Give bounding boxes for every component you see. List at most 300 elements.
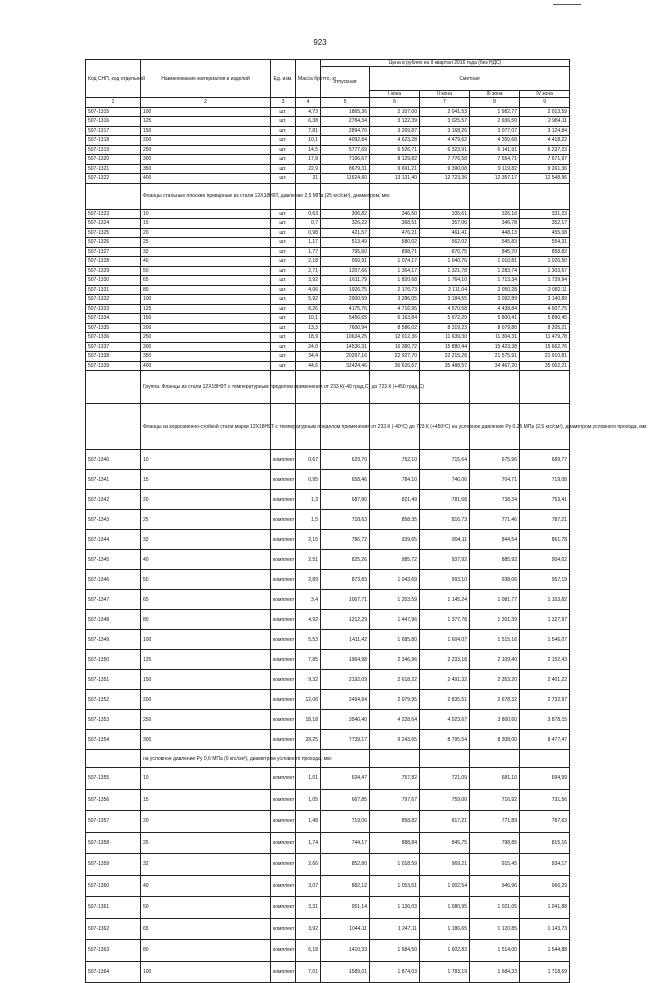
row-price-release: 873,83: [321, 570, 370, 590]
row-price-zone-2: 781,68: [420, 490, 470, 510]
row-price-zone-1: 888,84: [370, 832, 420, 854]
table-row: [86, 247, 570, 257]
row-price-zone-4: 2 082,11: [520, 285, 570, 295]
row-name: 10: [141, 450, 271, 470]
price-table: [85, 59, 648, 983]
row-price-zone-3: 4 438,84: [470, 304, 520, 314]
row-price-zone-2: 721,09: [420, 768, 470, 790]
row-price-release: 1044,11: [321, 918, 370, 940]
table-row: [86, 918, 570, 940]
col-num: 7: [420, 98, 470, 108]
row-price-zone-1: 939,65: [370, 530, 420, 550]
row-price-zone-2: 2 491,32: [420, 670, 470, 690]
row-name: 300: [141, 342, 271, 352]
row-price-zone-2: 2 041,53: [420, 107, 470, 117]
row-price-zone-4: 21 910,81: [520, 352, 570, 362]
row-price-zone-4: 904,02: [520, 550, 570, 570]
row-price-zone-4: 753,41: [520, 490, 570, 510]
row-price-release: 882,12: [321, 875, 370, 897]
row-code: 507-1328: [86, 257, 141, 267]
row-price-release: 7196,67: [321, 155, 370, 165]
row-price-zone-2: 7 776,58: [420, 155, 470, 165]
row-mass: 0,95: [296, 470, 321, 490]
row-mass: 6,18: [296, 940, 321, 962]
col-num: 1: [86, 98, 141, 108]
table-row: [86, 961, 570, 983]
row-price-zone-1: 1 874,03: [370, 961, 420, 983]
row-unit: шт.: [271, 276, 296, 286]
row-price-release: 951,14: [321, 897, 370, 919]
row-unit: шт.: [271, 136, 296, 146]
row-price-zone-1: 6 526,71: [370, 145, 420, 155]
row-price-release: 2900,59: [321, 295, 370, 305]
row-code: 507-1358: [86, 832, 141, 854]
row-price-zone-1: 1 074,17: [370, 257, 420, 267]
row-price-zone-1: 3 286,05: [370, 295, 420, 305]
row-name: 50: [141, 266, 271, 276]
row-name: 250: [141, 145, 271, 155]
row-price-zone-4: 2 984,11: [520, 117, 570, 127]
row-unit: шт.: [271, 219, 296, 229]
row-price-zone-3: 5 800,41: [470, 314, 520, 324]
row-name: 65: [141, 276, 271, 286]
row-price-zone-2: 759,00: [420, 789, 470, 811]
row-price-zone-3: 1 010,81: [470, 257, 520, 267]
row-price-zone-1: 784,10: [370, 470, 420, 490]
table-row: [86, 510, 570, 530]
row-price-zone-4: 5 890,45: [520, 314, 570, 324]
row-mass: 1,01: [296, 768, 321, 790]
header-zone-1: I зона: [370, 91, 420, 98]
row-code: 507-1355: [86, 768, 141, 790]
row-price-zone-2: 357,06: [420, 219, 470, 229]
row-price-zone-3: 326,16: [470, 209, 520, 219]
row-price-zone-1: 2 979,95: [370, 690, 420, 710]
row-price-zone-4: 15 662,76: [520, 342, 570, 352]
row-mass: 4,92: [296, 610, 321, 630]
row-code: 507-1354: [86, 730, 141, 750]
row-code: 507-1350: [86, 650, 141, 670]
row-unit: шт.: [271, 117, 296, 127]
row-price-zone-2: 1 604,07: [420, 630, 470, 650]
row-name: 32: [141, 247, 271, 257]
row-mass: 2,18: [296, 257, 321, 267]
row-mass: 18,18: [296, 710, 321, 730]
row-price-zone-2: 1 040,76: [420, 257, 470, 267]
row-unit: комплект: [271, 530, 296, 550]
row-code: 507-1317: [86, 126, 141, 136]
row-price-release: 14536,31: [321, 342, 370, 352]
table-row: [86, 897, 570, 919]
row-mass: 7,01: [296, 961, 321, 983]
row-mass: 17,8: [296, 155, 321, 165]
row-name: 350: [141, 164, 271, 174]
col-num: 3: [271, 98, 296, 108]
header-code: Код СНП, код отдельной: [86, 60, 141, 98]
row-name: 125: [141, 650, 271, 670]
row-price-zone-3: 1 684,33: [470, 961, 520, 983]
table-row: [86, 304, 570, 314]
row-name: 125: [141, 304, 271, 314]
row-unit: комплект: [271, 961, 296, 983]
row-price-zone-4: 9 261,36: [520, 164, 570, 174]
row-mass: 2,15: [296, 530, 321, 550]
row-code: 507-1352: [86, 690, 141, 710]
row-name: 200: [141, 690, 271, 710]
row-code: 507-1348: [86, 610, 141, 630]
table-row: [86, 650, 570, 670]
row-unit: шт.: [271, 266, 296, 276]
row-name: 100: [141, 630, 271, 650]
row-price-zone-3: 1 515,16: [470, 630, 520, 650]
row-code: 507-1341: [86, 470, 141, 490]
note-empty-cell: [420, 183, 470, 209]
row-price-zone-3: 885,93: [470, 550, 520, 570]
row-price-zone-2: 845,75: [420, 832, 470, 854]
table-row: [86, 314, 570, 324]
table-row: [86, 610, 570, 630]
note-code-cell: [86, 750, 141, 768]
row-price-release: 667,85: [321, 789, 370, 811]
row-name: 100: [141, 295, 271, 305]
row-code: 507-1347: [86, 590, 141, 610]
row-price-zone-1: 1 685,80: [370, 630, 420, 650]
row-mass: 1,48: [296, 811, 321, 833]
row-code: 507-1327: [86, 247, 141, 257]
table-row: [86, 285, 570, 295]
row-name: 10: [141, 209, 271, 219]
row-mass: 5,92: [296, 295, 321, 305]
row-price-zone-3: 716,92: [470, 789, 520, 811]
row-price-zone-2: 461,41: [420, 228, 470, 238]
row-price-zone-4: 787,63: [520, 811, 570, 833]
row-price-zone-4: 1 026,50: [520, 257, 570, 267]
row-name: 20: [141, 811, 271, 833]
row-price-zone-3: 448,13: [470, 228, 520, 238]
table-row: [86, 811, 570, 833]
row-price-zone-1: 1 043,69: [370, 570, 420, 590]
row-price-zone-3: 12 357,17: [470, 174, 520, 184]
row-price-zone-2: 4 023,67: [420, 710, 470, 730]
row-price-zone-1: 797,67: [370, 789, 420, 811]
row-unit: комплект: [271, 918, 296, 940]
row-price-release: 7739,17: [321, 730, 370, 750]
row-price-zone-2: 35 488,57: [420, 361, 470, 371]
row-price-zone-1: 2 107,00: [370, 107, 420, 117]
row-price-zone-4: 6 237,23: [520, 145, 570, 155]
row-price-zone-2: 335,61: [420, 209, 470, 219]
row-mass: 7,85: [296, 650, 321, 670]
table-row: [86, 630, 570, 650]
row-price-zone-1: 8 129,82: [370, 155, 420, 165]
row-price-zone-1: 4 716,95: [370, 304, 420, 314]
row-name: 20: [141, 228, 271, 238]
row-code: 507-1322: [86, 174, 141, 184]
row-price-zone-3: 2 936,50: [470, 117, 520, 127]
table-row: [86, 590, 570, 610]
page-number: 923: [313, 38, 327, 47]
row-price-zone-4: 719,08: [520, 470, 570, 490]
row-price-zone-3: 1 301,39: [470, 610, 520, 630]
row-unit: комплект: [271, 650, 296, 670]
note-empty-cell: [470, 750, 520, 768]
row-name: 50: [141, 570, 271, 590]
row-price-zone-3: 845,70: [470, 247, 520, 257]
row-price-zone-3: 738,34: [470, 490, 520, 510]
table-row: [86, 136, 570, 146]
table-row: [86, 450, 570, 470]
note-empty-cell: [420, 750, 470, 768]
section-note: Группа. Фланцы из стали 12Х18Н9Т с температурным пределом применения от 233 К(-40 град.С) до 723 К (+450 град.С): [141, 371, 271, 404]
row-price-release: 1411,42: [321, 630, 370, 650]
row-mass: 3,4: [296, 590, 321, 610]
row-price-zone-2: 1 602,83: [420, 940, 470, 962]
row-price-zone-3: 2 353,20: [470, 670, 520, 690]
row-unit: шт.: [271, 247, 296, 257]
row-price-zone-1: 3 269,87: [370, 126, 420, 136]
row-name: 65: [141, 918, 271, 940]
row-price-zone-2: 870,75: [420, 247, 470, 257]
row-price-zone-3: 34 467,20: [470, 361, 520, 371]
row-mass: 4,06: [296, 285, 321, 295]
row-price-zone-1: 2 618,22: [370, 670, 420, 690]
row-price-zone-4: 957,19: [520, 570, 570, 590]
row-name: 125: [141, 117, 271, 127]
table-row: [86, 352, 570, 362]
row-price-zone-2: 3 025,57: [420, 117, 470, 127]
row-price-release: 2494,94: [321, 690, 370, 710]
row-price-zone-3: 1 982,77: [470, 107, 520, 117]
row-price-zone-1: 1 364,17: [370, 266, 420, 276]
row-price-release: 5777,69: [321, 145, 370, 155]
row-name: 40: [141, 875, 271, 897]
row-mass: 3,92: [296, 276, 321, 286]
row-price-zone-4: 1 544,88: [520, 940, 570, 962]
row-code: 507-1319: [86, 145, 141, 155]
row-unit: шт.: [271, 228, 296, 238]
row-price-zone-2: 715,64: [420, 450, 470, 470]
table-row: [86, 126, 570, 136]
row-unit: шт.: [271, 304, 296, 314]
row-code: 507-1329: [86, 266, 141, 276]
row-price-release: 1964,98: [321, 650, 370, 670]
row-unit: комплект: [271, 690, 296, 710]
row-price-zone-4: 1 546,07: [520, 630, 570, 650]
note-empty-cell: [470, 183, 520, 209]
table-row: [86, 209, 570, 219]
row-price-zone-4: 815,16: [520, 832, 570, 854]
row-price-zone-4: 4 418,22: [520, 136, 570, 146]
row-mass: 2,51: [296, 550, 321, 570]
row-name: 300: [141, 730, 271, 750]
row-price-zone-3: 15 423,38: [470, 342, 520, 352]
note-empty-cell: [370, 750, 420, 768]
row-price-zone-2: 2 111,04: [420, 285, 470, 295]
row-price-zone-1: 8 586,02: [370, 323, 420, 333]
row-unit: шт.: [271, 295, 296, 305]
row-price-zone-2: 3 168,26: [420, 126, 470, 136]
row-price-zone-4: 966,29: [520, 875, 570, 897]
row-price-zone-3: 7 554,71: [470, 155, 520, 165]
row-price-zone-2: 1 783,19: [420, 961, 470, 983]
row-mass: 34,4: [296, 352, 321, 362]
row-name: 250: [141, 710, 271, 730]
row-price-zone-2: 816,73: [420, 510, 470, 530]
row-price-zone-2: 4 570,58: [420, 304, 470, 314]
row-unit: шт.: [271, 164, 296, 174]
row-code: 507-1349: [86, 630, 141, 650]
table-row: [86, 789, 570, 811]
row-price-zone-3: 771,46: [470, 510, 520, 530]
row-price-zone-3: 3 800,60: [470, 710, 520, 730]
row-mass: 0,7: [296, 219, 321, 229]
row-price-zone-3: 1 081,77: [470, 590, 520, 610]
row-price-release: 687,80: [321, 490, 370, 510]
row-code: 507-1334: [86, 314, 141, 324]
row-price-release: 11624,60: [321, 174, 370, 184]
row-mass: 28,25: [296, 730, 321, 750]
row-price-release: 326,22: [321, 219, 370, 229]
row-name: 80: [141, 285, 271, 295]
row-price-release: 2192,09: [321, 670, 370, 690]
row-price-release: 1926,75: [321, 285, 370, 295]
row-code: 507-1335: [86, 323, 141, 333]
row-code: 507-1361: [86, 897, 141, 919]
row-price-zone-3: 1 713,34: [470, 276, 520, 286]
row-unit: комплект: [271, 811, 296, 833]
row-code: 507-1318: [86, 136, 141, 146]
row-price-zone-2: 1 080,95: [420, 897, 470, 919]
table-row: [86, 117, 570, 127]
row-price-release: 1212,29: [321, 610, 370, 630]
row-mass: 12,06: [296, 690, 321, 710]
row-name: 250: [141, 333, 271, 343]
row-code: 507-1336: [86, 333, 141, 343]
row-price-zone-3: 1 021,05: [470, 897, 520, 919]
col-num: 4: [296, 98, 321, 108]
row-price-release: 950,91: [321, 257, 370, 267]
row-name: 15: [141, 470, 271, 490]
header-price-group: Цена в рублях на II квартал 2016 года (без НДС): [321, 60, 570, 67]
table-row: [86, 470, 570, 490]
row-price-zone-1: 1 203,59: [370, 590, 420, 610]
row-price-zone-4: 1 041,88: [520, 897, 570, 919]
row-price-release: 10634,25: [321, 333, 370, 343]
row-unit: шт.: [271, 126, 296, 136]
row-price-zone-3: 545,83: [470, 238, 520, 248]
row-price-zone-2: 6 323,91: [420, 145, 470, 155]
row-price-zone-4: 1 303,67: [520, 266, 570, 276]
row-code: 507-1363: [86, 940, 141, 962]
row-price-zone-2: 562,02: [420, 238, 470, 248]
row-mass: 5,53: [296, 630, 321, 650]
row-unit: шт.: [271, 257, 296, 267]
row-price-zone-4: 8 477,47: [520, 730, 570, 750]
table-row: [86, 768, 570, 790]
row-price-zone-2: 8 795,54: [420, 730, 470, 750]
table-row: [86, 333, 570, 343]
row-mass: 0,98: [296, 228, 321, 238]
row-price-zone-4: 858,82: [520, 247, 570, 257]
table-row: [86, 219, 570, 229]
row-code: 507-1353: [86, 710, 141, 730]
row-price-release: 32424,46: [321, 361, 370, 371]
note-row: [86, 404, 570, 450]
row-name: 32: [141, 530, 271, 550]
row-mass: 1,5: [296, 510, 321, 530]
row-price-zone-1: 1 447,96: [370, 610, 420, 630]
row-price-zone-4: 731,56: [520, 789, 570, 811]
row-mass: 13,3: [296, 323, 321, 333]
row-code: 507-1340: [86, 450, 141, 470]
row-price-release: 3540,40: [321, 710, 370, 730]
row-mass: 2,71: [296, 266, 321, 276]
note-row: [86, 750, 570, 768]
table-row: [86, 155, 570, 165]
row-mass: 3,31: [296, 897, 321, 919]
row-price-zone-1: 1 018,59: [370, 854, 420, 876]
row-price-zone-4: 3 124,84: [520, 126, 570, 136]
row-price-release: 719,06: [321, 811, 370, 833]
row-mass: 10,1: [296, 136, 321, 146]
table-row: [86, 276, 570, 286]
row-unit: шт.: [271, 323, 296, 333]
row-unit: комплект: [271, 510, 296, 530]
row-price-zone-3: 938,06: [470, 570, 520, 590]
row-price-release: 1410,33: [321, 940, 370, 962]
row-price-release: 1865,36: [321, 107, 370, 117]
row-price-zone-3: 1 514,00: [470, 940, 520, 962]
row-price-zone-4: 35 002,21: [520, 361, 570, 371]
row-price-zone-3: 844,54: [470, 530, 520, 550]
row-code: 507-1344: [86, 530, 141, 550]
table-row: [86, 323, 570, 333]
table-row: [86, 145, 570, 155]
row-price-zone-4: 1 739,94: [520, 276, 570, 286]
note-code-cell: [86, 404, 141, 450]
row-price-zone-4: 331,23: [520, 209, 570, 219]
row-price-zone-3: 798,85: [470, 832, 520, 854]
row-price-release: 2784,34: [321, 117, 370, 127]
table-row: [86, 107, 570, 117]
row-price-zone-3: 3 077,07: [470, 126, 520, 136]
row-mass: 6,38: [296, 117, 321, 127]
row-code: 507-1338: [86, 352, 141, 362]
row-price-zone-4: 8 205,21: [520, 323, 570, 333]
row-unit: шт.: [271, 342, 296, 352]
row-mass: 1,74: [296, 832, 321, 854]
header-mass: Масса брутто, кг: [296, 60, 321, 98]
row-price-zone-2: 5 972,29: [420, 314, 470, 324]
row-unit: комплект: [271, 450, 296, 470]
row-price-zone-2: 894,11: [420, 530, 470, 550]
row-price-release: 825,26: [321, 550, 370, 570]
row-price-zone-2: 9 390,08: [420, 164, 470, 174]
row-name: 300: [141, 155, 271, 165]
row-code: 507-1320: [86, 155, 141, 165]
row-code: 507-1360: [86, 875, 141, 897]
row-price-zone-3: 6 141,91: [470, 145, 520, 155]
row-code: 507-1332: [86, 295, 141, 305]
row-price-zone-1: 1 684,50: [370, 940, 420, 962]
row-mass: 18,9: [296, 333, 321, 343]
row-price-zone-4: 352,17: [520, 219, 570, 229]
note-row: [86, 183, 570, 209]
row-price-zone-1: 1 820,68: [370, 276, 420, 286]
row-mass: 1,17: [296, 238, 321, 248]
row-unit: комплект: [271, 550, 296, 570]
row-price-zone-3: 915,45: [470, 854, 520, 876]
